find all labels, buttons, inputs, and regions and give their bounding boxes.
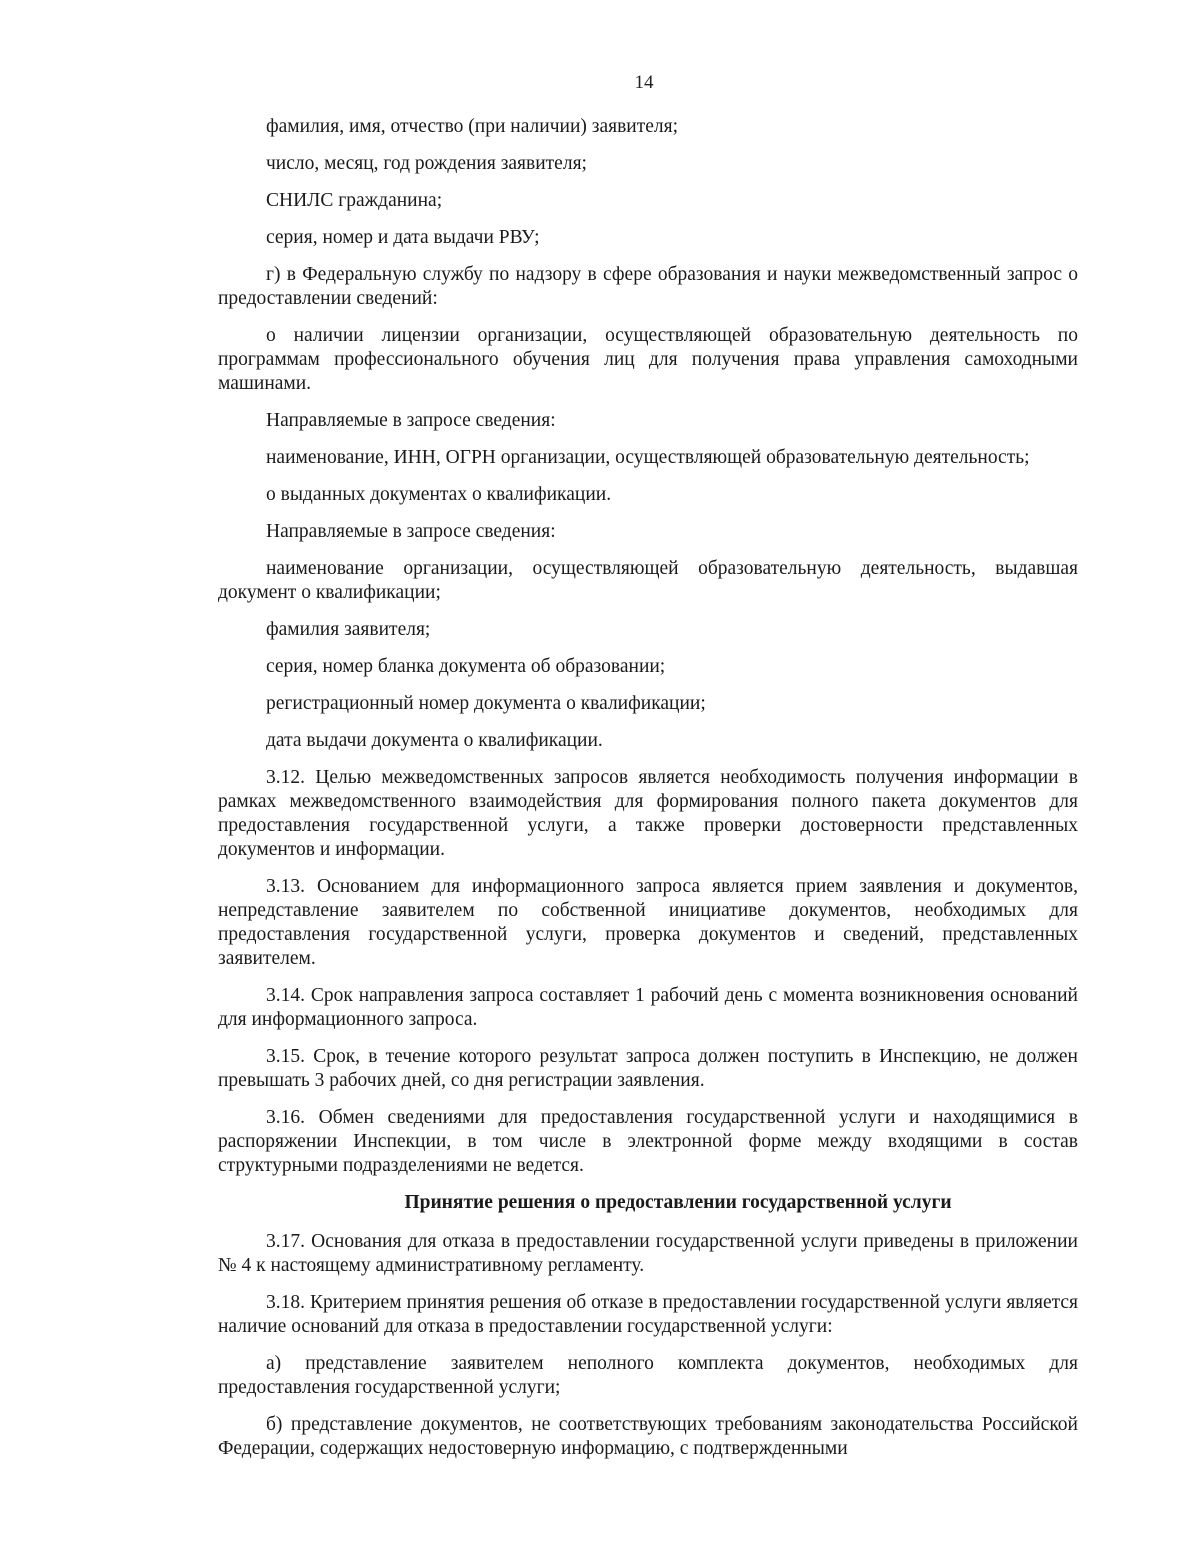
paragraph-3-14: 3.14. Срок направления запроса составляет 1 рабочий день с момента возникновения оснований для информационного запроса.	[218, 985, 1078, 1030]
paragraph-3-12: 3.12. Целью межведомственных запросов является необходимость получения информации в рамках межведомственного взаимодействия для формирования полного пакета документов для предоставления государственной услуги, а также проверки достоверности представленных документов и информации.	[218, 767, 1078, 860]
paragraph: Направляемые в запросе сведения:	[266, 410, 556, 431]
paragraph: регистрационный номер документа о квалификации;	[266, 693, 706, 714]
page-number: 14	[634, 72, 654, 93]
paragraph: о наличии лицензии организации, осуществляющей образовательную деятельность по программам профессионального обучения лиц для получения права управления самоходными машинами.	[218, 325, 1078, 394]
paragraph: фамилия заявителя;	[266, 619, 431, 640]
paragraph-3-17: 3.17. Основания для отказа в предоставлении государственной услуги приведены в приложении № 4 к настоящему административному регламенту.	[218, 1231, 1078, 1276]
paragraph: серия, номер и дата выдачи РВУ;	[266, 227, 540, 248]
paragraph: серия, номер бланка документа об образовании;	[266, 656, 666, 677]
paragraph-3-18: 3.18. Критерием принятия решения об отказе в предоставлении государственной услуги является наличие оснований для отказа в предоставлении государственной услуги:	[218, 1292, 1078, 1337]
paragraph: дата выдачи документа о квалификации.	[266, 730, 603, 751]
paragraph: б) представление документов, не соответствующих требованиям законодательства Российской Федерации, содержащих недостоверную информацию, с подтвержденными	[218, 1414, 1078, 1459]
section-heading: Принятие решения о предоставлении государственной услуги	[404, 1192, 952, 1213]
paragraph: а) представление заявителем неполного комплекта документов, необходимых для предоставления государственной услуги;	[218, 1353, 1078, 1398]
paragraph: Направляемые в запросе сведения:	[266, 521, 556, 542]
paragraph-3-16: 3.16. Обмен сведениями для предоставления государственной услуги и находящимися в распоряжении Инспекции, в том числе в электронной форме между входящими в состав структурными подразделениями не ведется.	[218, 1107, 1078, 1176]
paragraph: число, месяц, год рождения заявителя;	[266, 153, 587, 174]
paragraph: о выданных документах о квалификации.	[266, 484, 612, 505]
document-body	[218, 115, 1078, 1474]
paragraph: СНИЛС гражданина;	[266, 190, 443, 211]
paragraph: наименование, ИНН, ОГРН организации, осуществляющей образовательную деятельность;	[266, 447, 1030, 468]
paragraph-3-13: 3.13. Основанием для информационного запроса является прием заявления и документов, непредставление заявителем по собственной инициативе документов, необходимых для предоставления государственной услуги, проверка документов и сведений, представленных заявителем.	[218, 876, 1078, 969]
paragraph-3-15: 3.15. Срок, в течение которого результат запроса должен поступить в Инспекцию, не должен превышать 3 рабочих дней, со дня регистрации заявления.	[218, 1046, 1078, 1091]
paragraph: фамилия, имя, отчество (при наличии) заявителя;	[266, 116, 679, 137]
paragraph: г) в Федеральную службу по надзору в сфере образования и науки межведомственный запрос о предоставлении сведений:	[218, 264, 1078, 309]
paragraph: наименование организации, осуществляющей образовательную деятельность, выдавшая документ о квалификации;	[218, 558, 1078, 603]
